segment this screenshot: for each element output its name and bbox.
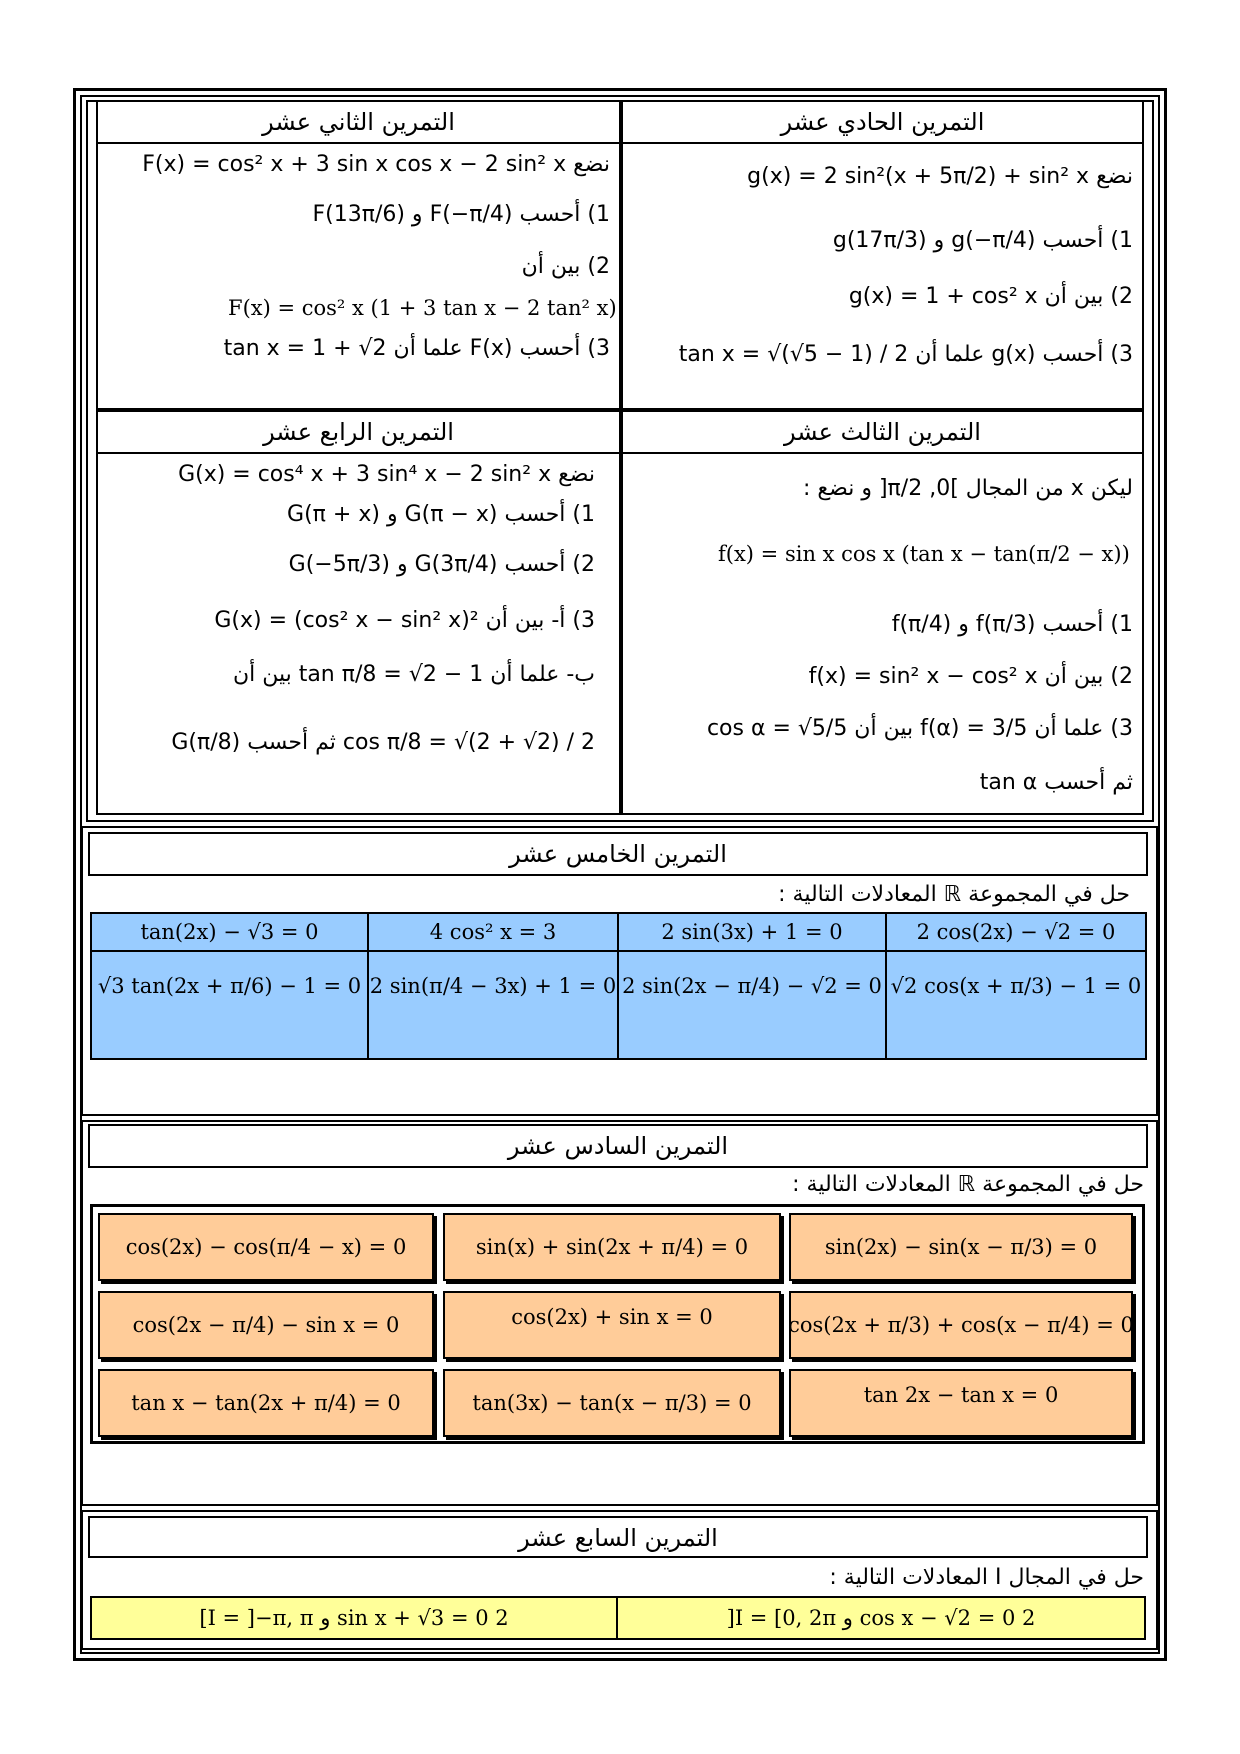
ex15-instruction: حل في المجموعة ℝ المعادلات التالية : (778, 882, 1130, 907)
ex15-eq-7: 2 sin(π/4 − 3x) + 1 = 0 (367, 950, 619, 1060)
ex14-line-1: 1) أحسب G(π − x) و G(π + x) (287, 502, 595, 527)
ex15-title: التمرين الخامس عشر (88, 832, 1148, 876)
ex17-title: التمرين السابع عشر (88, 1516, 1148, 1558)
ex15-eq-5: √2 cos(x + π/3) − 1 = 0 (885, 950, 1147, 1060)
ex15-eq-2: 2 sin(3x) + 1 = 0 (617, 912, 887, 952)
ex14-line-0: نضع G(x) = cos⁴ x + 3 sin⁴ x − 2 sin² x (178, 462, 595, 487)
ex11-line-1: 1) أحسب g(−π/4) و g(17π/3) (832, 228, 1133, 253)
ex15-eq-3: 4 cos² x = 3 (367, 912, 619, 952)
ex16-eq-6: cos(2x − π/4) − sin x = 0 (98, 1291, 434, 1359)
ex15-eq-4: tan(2x) − √3 = 0 (90, 912, 369, 952)
ex13-line-0b: f(x) = sin x cos x (tan x − tan(π/2 − x)) (718, 542, 1130, 566)
ex16-title: التمرين السادس عشر (88, 1124, 1148, 1168)
ex16-eq-3: cos(2x) − cos(π/4 − x) = 0 (98, 1213, 434, 1281)
ex12-line-1: 1) أحسب F(−π/4) و F(13π/6) (312, 202, 610, 227)
ex16-eq-2: sin(x) + sin(2x + π/4) = 0 (443, 1213, 781, 1281)
ex13-line-2: 2) بين أن f(x) = sin² x − cos² x (808, 664, 1133, 689)
ex11-line-0: نضع g(x) = 2 sin²(x + 5π/2) + sin² x (747, 164, 1133, 189)
ex13-line-0: ليكن x من المجال ]0, π/2[ و نضع : (803, 476, 1133, 501)
ex17-instruction: حل في المجال I المعادلات التالية : (829, 1565, 1144, 1590)
ex12-line-2b: F(x) = cos² x (1 + 3 tan x − 2 tan² x) (228, 296, 617, 320)
ex12-line-0: نضع F(x) = cos² x + 3 sin x cos x − 2 sin² x (142, 152, 610, 177)
ex15-eq-1: 2 cos(2x) − √2 = 0 (885, 912, 1147, 952)
ex14-line-3: 3) أ- بين أن G(x) = (cos² x − sin² x)² (214, 608, 595, 633)
ex16-eq-8: tan(3x) − tan(x − π/3) = 0 (443, 1369, 781, 1437)
ex15-eq-6: 2 sin(2x − π/4) − √2 = 0 (617, 950, 887, 1060)
ex14-line-4: ب- علما أن tan π/8 = √2 − 1 بين أن (232, 662, 595, 687)
ex16-eq-4: cos(2x + π/3) + cos(x − π/4) = 0 (789, 1291, 1133, 1359)
ex17-eq-left: 2 sin x + √3 = 0 و I = ]−π, π] (90, 1596, 618, 1640)
ex11-title: التمرين الحادي عشر (621, 100, 1144, 144)
ex16-eq-1: sin(2x) − sin(x − π/3) = 0 (789, 1213, 1133, 1281)
ex12-line-2: 2) بين أن (521, 254, 610, 279)
ex14-line-2: 2) أحسب G(3π/4) و G(−5π/3) (288, 552, 595, 577)
ex14-title: التمرين الرابع عشر (96, 410, 621, 454)
ex17-eq-right: 2 cos x − √2 = 0 و I = [0, 2π[ (616, 1596, 1146, 1640)
ex14-line-5: cos π/8 = √(2 + √2) / 2 ثم أحسب G(π/8) (171, 730, 595, 755)
ex13-line-1: 1) أحسب f(π/3) و f(π/4) (891, 612, 1133, 637)
ex11-line-2: 2) بين أن g(x) = 1 + cos² x (848, 284, 1133, 309)
ex15-eq-8: √3 tan(2x + π/6) − 1 = 0 (90, 950, 369, 1060)
ex12-line-3: 3) أحسب F(x) علما أن tan x = 1 + √2 (223, 336, 610, 361)
ex13-line-3: 3) علما أن f(α) = 3/5 بين أن cos α = √5/5 (706, 716, 1133, 741)
ex16-eq-5: cos(2x) + sin x = 0 (443, 1291, 781, 1359)
ex13-title: التمرين الثالث عشر (621, 410, 1144, 454)
ex11-line-3: 3) أحسب g(x) علما أن tan x = √(√5 − 1) / 2 (678, 342, 1133, 367)
ex16-instruction: حل في المجموعة ℝ المعادلات التالية : (792, 1172, 1144, 1197)
ex16-eq-9: tan x − tan(2x + π/4) = 0 (98, 1369, 434, 1437)
ex16-eq-7: tan 2x − tan x = 0 (789, 1369, 1133, 1437)
ex12-title: التمرين الثاني عشر (96, 100, 621, 144)
ex13-line-4: ثم أحسب tan α (979, 770, 1133, 795)
